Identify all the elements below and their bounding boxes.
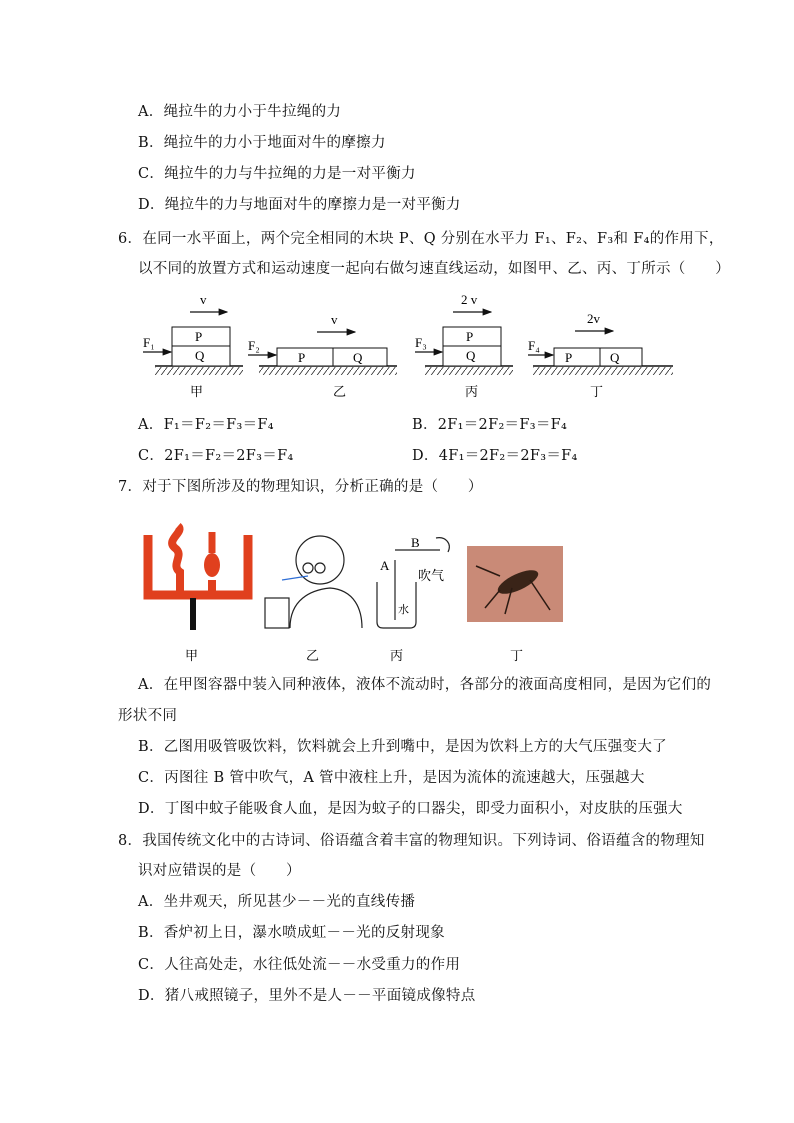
q7-option-a-line2: 形状不同 (118, 708, 178, 724)
q5-option-a: A．绳拉牛的力小于牛拉绳的力 (138, 104, 342, 120)
block-p-label: P (466, 329, 474, 344)
velocity-label: v (331, 312, 338, 327)
straw-drinking-image (265, 536, 362, 628)
velocity-label: v (200, 292, 207, 307)
water-label: 水 (398, 604, 409, 616)
q6-option-a: A．F₁＝F₂＝F₃＝F₄ (138, 417, 274, 433)
q7-figure (140, 510, 570, 670)
block-p-label: P (298, 350, 306, 365)
q8-option-a: A．坐井观天，所见甚少－－光的直线传播 (138, 894, 416, 910)
force-label-f3: F₃ (415, 335, 427, 350)
caption-ding: 丁 (510, 648, 524, 663)
q7-stem: 7．对于下图所涉及的物理知识，分析正确的是（ ） (118, 479, 483, 495)
figure-jia (143, 292, 243, 399)
q5-option-b: B．绳拉牛的力小于地面对牛的摩擦力 (138, 135, 386, 151)
tube-a-label: A (380, 558, 390, 573)
force-label-f4: F₄ (528, 338, 540, 353)
block-p-label: P (195, 329, 203, 344)
q8-option-b: B．香炉初上日，瀑水喷成虹－－光的反射现象 (138, 925, 445, 941)
caption-yi: 乙 (333, 384, 347, 399)
q6-block-figure (135, 290, 695, 405)
tube-b-label: B (411, 535, 420, 550)
q6-option-b: B．2F₁＝2F₂＝F₃＝F₄ (412, 417, 568, 433)
connected-vessels-image (148, 526, 248, 630)
figure-ding (528, 311, 673, 399)
q8-stem-line2: 识对应错误的是（ ） (138, 863, 301, 879)
block-q-label: Q (466, 348, 476, 363)
caption-jia: 甲 (185, 648, 199, 663)
blow-label: 吹气 (418, 568, 445, 583)
caption-bing: 丙 (465, 384, 479, 399)
block-q-label: Q (610, 350, 620, 365)
force-label-f1: F₁ (143, 335, 155, 350)
q7-option-a-line1: A．在甲图容器中装入同种液体，液体不流动时，各部分的液面高度相同，是因为它们的 (138, 677, 712, 693)
caption-yi: 乙 (306, 648, 320, 663)
q7-option-c: C．丙图往 B 管中吹气，A 管中液柱上升，是因为流体的流速越大，压强越大 (138, 770, 645, 786)
block-p-label: P (565, 350, 573, 365)
q6-option-d: D．4F₁＝2F₂＝2F₃＝F₄ (412, 448, 578, 464)
caption-jia: 甲 (190, 384, 204, 399)
block-q-label: Q (195, 348, 205, 363)
q6-stem-line2: 以不同的放置方式和运动速度一起向右做匀速直线运动，如图甲、乙、丙、丁所示（ ） (138, 261, 730, 277)
q7-option-d: D．丁图中蚊子能吸食人血，是因为蚊子的口器尖，即受力面积小，对皮肤的压强大 (138, 801, 683, 817)
q8-stem-line1: 8．我国传统文化中的古诗词、俗语蕴含着丰富的物理知识。下列诗词、俗语蕴含的物理知 (118, 833, 705, 849)
block-q-label: Q (353, 350, 363, 365)
q5-option-c: C．绳拉牛的力与牛拉绳的力是一对平衡力 (138, 166, 416, 182)
force-label-f2: F₂ (248, 338, 260, 353)
q8-option-c: C．人往高处走，水往低处流－－水受重力的作用 (138, 957, 461, 973)
q6-stem-line1: 6．在同一水平面上，两个完全相同的木块 P、Q 分别在水平力 F₁、F₂、F₃和 F₄的作用下， (118, 231, 724, 247)
q8-option-d: D．猪八戒照镜子，里外不是人－－平面镜成像特点 (138, 988, 476, 1004)
caption-ding: 丁 (590, 384, 604, 399)
figure-yi (248, 312, 397, 399)
velocity-label: 2 v (461, 292, 478, 307)
mosquito-photo (467, 546, 563, 622)
q5-option-d: D．绳拉牛的力与地面对牛的摩擦力是一对平衡力 (138, 197, 461, 213)
q7-option-b: B．乙图用吸管吸饮料，饮料就会上升到嘴中，是因为饮料上方的大气压强变大了 (138, 739, 667, 755)
velocity-label: 2v (587, 311, 600, 326)
caption-bing: 丙 (390, 648, 404, 663)
figure-bing (415, 292, 513, 399)
q6-option-c: C．2F₁＝F₂＝2F₃＝F₄ (138, 448, 294, 464)
